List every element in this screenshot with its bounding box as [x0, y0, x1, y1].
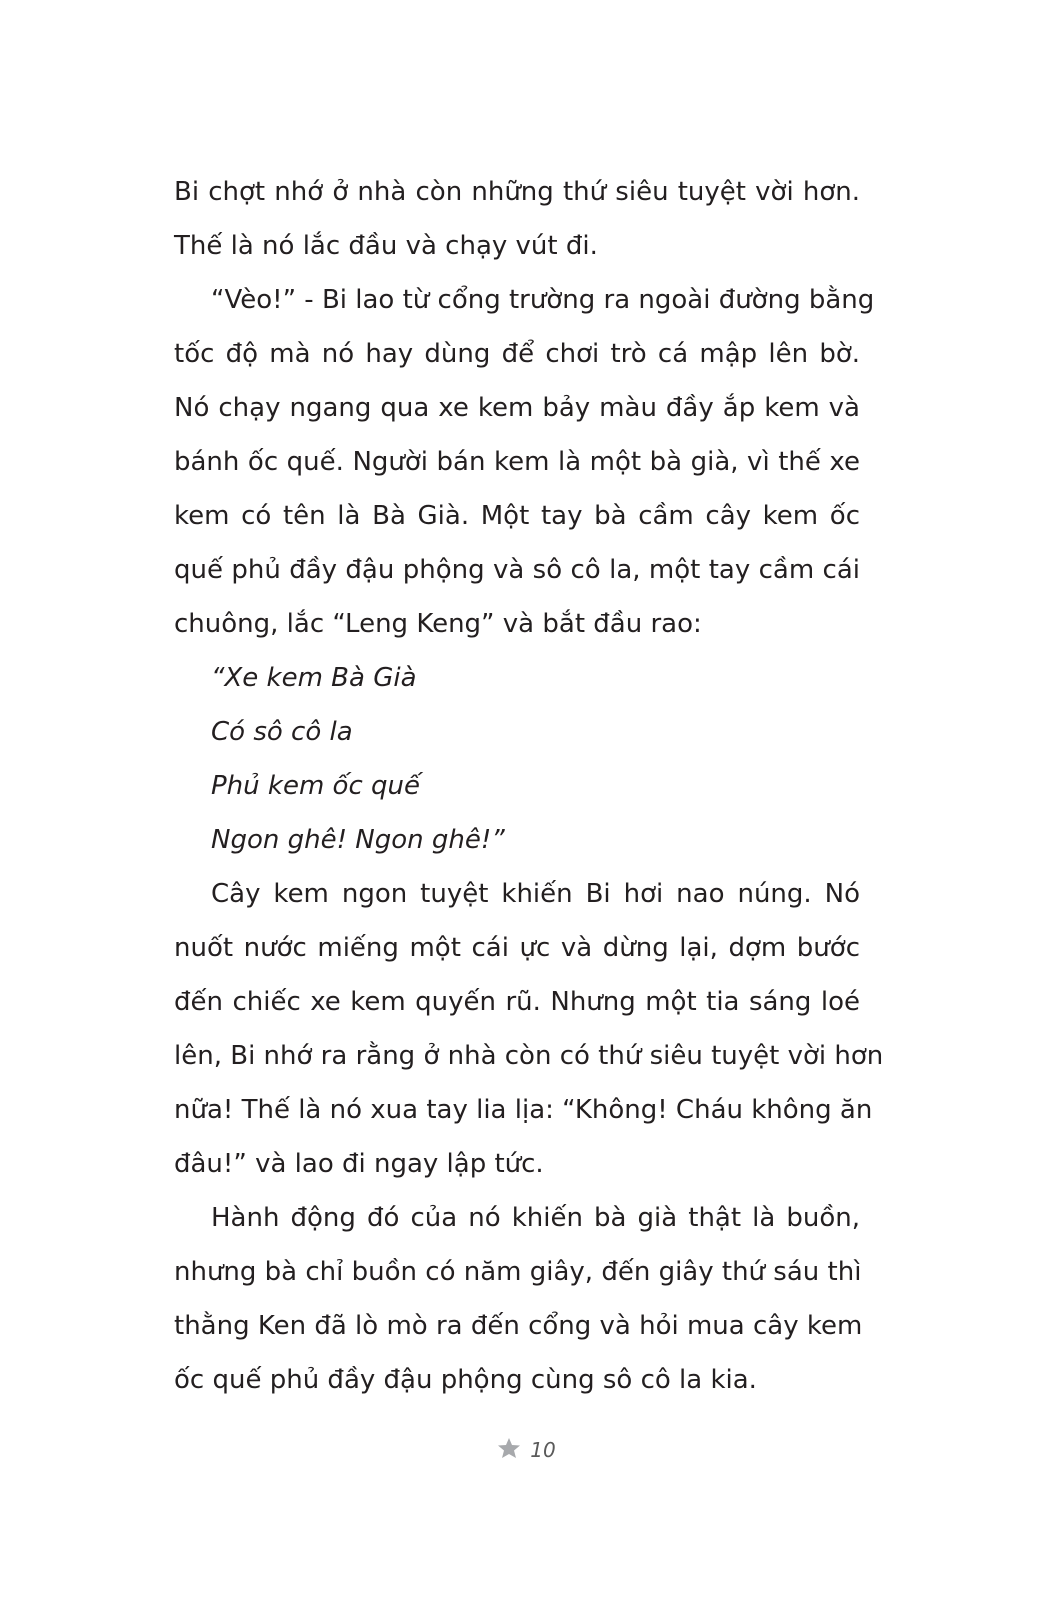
verse-line: “Xe kem Bà Già — [211, 663, 417, 693]
text-line: kem có tên là Bà Già. Một tay bà cầm cây kem ốc — [174, 501, 860, 531]
verse-line: Ngon ghê! Ngon ghê!” — [211, 825, 505, 855]
text-line: Nó chạy ngang qua xe kem bảy màu đầy ắp kem và — [174, 393, 860, 423]
page-number: 10 — [530, 1438, 556, 1462]
paragraph-3 — [174, 867, 884, 1191]
paragraph-4 — [174, 1191, 863, 1407]
text-line: tốc độ mà nó hay dùng để chơi trò cá mập lên bờ. — [174, 339, 860, 369]
text-line: nuốt nước miếng một cái ực và dừng lại, dợm bước — [174, 933, 860, 963]
text-line: Hành động đó của nó khiến bà già thật là buồn, — [211, 1203, 860, 1233]
text-line: nhưng bà chỉ buồn có năm giây, đến giây thứ sáu thì — [174, 1257, 862, 1287]
text-line: Bi chợt nhớ ở nhà còn những thứ siêu tuyệt vời hơn. — [174, 177, 860, 207]
text-line: bánh ốc quế. Người bán kem là một bà già, vì thế xe — [174, 447, 860, 477]
verse-block — [174, 651, 860, 867]
text-line: “Vèo!” - Bi lao từ cổng trường ra ngoài đường bằng — [211, 285, 875, 315]
text-line: chuông, lắc “Leng Keng” và bắt đầu rao: — [174, 609, 702, 639]
body-text — [174, 165, 884, 1407]
text-line: thằng Ken đã lò mò ra đến cổng và hỏi mua cây kem — [174, 1311, 863, 1341]
text-line: đến chiếc xe kem quyến rũ. Nhưng một tia sáng loé — [174, 987, 860, 1017]
verse-line: Có sô cô la — [211, 717, 353, 747]
paragraph-1 — [174, 165, 860, 273]
paragraph-2 — [174, 273, 875, 651]
footer-inner — [496, 1437, 555, 1463]
page-footer — [0, 1433, 1044, 1467]
text-line: quế phủ đầy đậu phộng và sô cô la, một tay cầm cái — [174, 555, 860, 585]
text-line: Thế là nó lắc đầu và chạy vút đi. — [174, 231, 598, 261]
text-line: Cây kem ngon tuyệt khiến Bi hơi nao núng. Nó — [211, 879, 860, 909]
text-line: đâu!” và lao đi ngay lập tức. — [174, 1149, 544, 1179]
text-line: nữa! Thế là nó xua tay lia lịa: “Không! Cháu không ăn — [174, 1095, 873, 1125]
text-line: ốc quế phủ đầy đậu phộng cùng sô cô la kia. — [174, 1365, 757, 1395]
star-ornament-shape — [496, 1437, 522, 1459]
text-line: lên, Bi nhớ ra rằng ở nhà còn có thứ siêu tuyệt vời hơn — [174, 1041, 884, 1071]
star-ornament-icon — [496, 1437, 522, 1463]
verse-line: Phủ kem ốc quế — [211, 771, 420, 801]
